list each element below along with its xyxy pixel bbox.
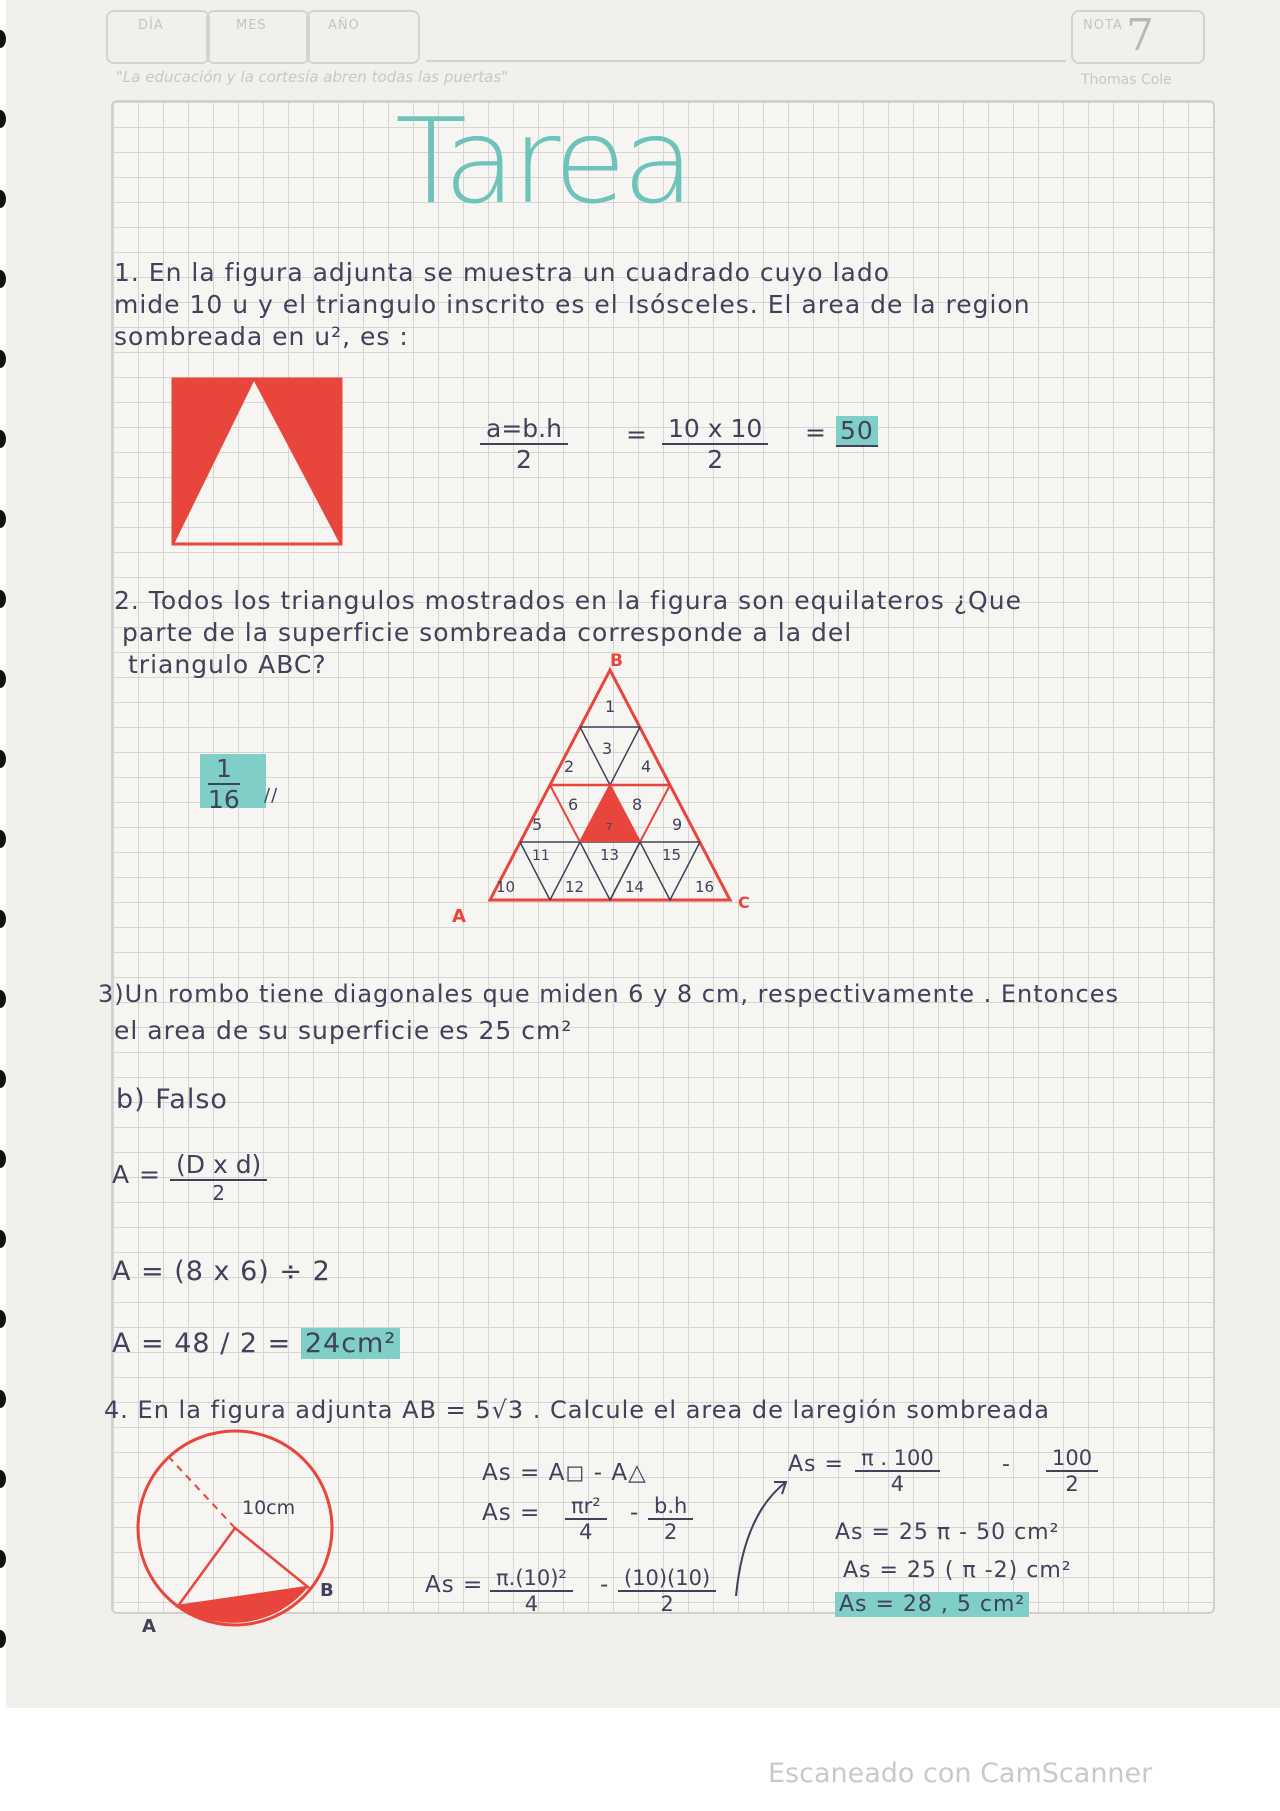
motto: "La educación y la cortesía abren todas las puertas" bbox=[116, 68, 509, 86]
problem3-answer: b) Falso bbox=[116, 1084, 228, 1115]
cell-number-16: 16 bbox=[695, 878, 715, 896]
page-title: Tarea bbox=[395, 92, 691, 230]
month-label: MES bbox=[236, 18, 267, 33]
problem3-line2: el area de su superficie es 25 cm² bbox=[114, 1016, 573, 1045]
problem3-step1-frac: (D x d) 2 bbox=[170, 1150, 267, 1205]
problem1-line2: mide 10 u y el triangulo inscrito es el Isósceles. El area de la region bbox=[114, 290, 1031, 319]
problem3-step3: A = 48 / 2 = 24cm² bbox=[112, 1328, 400, 1359]
month-box bbox=[206, 10, 310, 64]
problem1-equals-1: = bbox=[626, 420, 648, 449]
problem2-line3: triangulo ABC? bbox=[128, 650, 327, 679]
problem2-answer: $\frac{1}{16}$ bbox=[200, 754, 266, 808]
cell-number-2: 2 bbox=[564, 757, 575, 776]
problem1-line3: sombreada en u², es : bbox=[114, 322, 409, 351]
problem1-formula-mid: $\frac{10 x 10}{2}$ bbox=[662, 414, 768, 474]
cell-number-5: 5 bbox=[532, 815, 543, 834]
problem4-step4-lhs: As = bbox=[788, 1452, 844, 1477]
problem4-circle-figure bbox=[120, 1420, 360, 1640]
problem4-step6: As = 25 ( π -2) cm² bbox=[843, 1558, 1072, 1583]
cell-number-6: 6 bbox=[568, 795, 579, 814]
cell-number-12: 12 bbox=[565, 878, 585, 896]
problem1-formula-lhs: $\frac{a=b.h}{2}$ bbox=[480, 414, 568, 474]
problem3-step1-lhs: A = bbox=[112, 1160, 161, 1189]
problem3-step2: A = (8 x 6) ÷ 2 bbox=[112, 1256, 331, 1287]
problem4-step4-frac1: $\frac{\pi . 100}{4}$ bbox=[855, 1446, 940, 1496]
problem2-line2: parte de la superficie sombreada corresponde a la del bbox=[122, 618, 853, 647]
grade-label: NOTA bbox=[1083, 18, 1123, 33]
problem4-step7: As = 28 , 5 cm² bbox=[835, 1592, 1029, 1617]
vertex-b: B bbox=[610, 651, 623, 671]
grade-value: 7 bbox=[1126, 10, 1154, 61]
problem4-step3-minus: - bbox=[600, 1572, 610, 1598]
cell-number-13: 13 bbox=[600, 846, 620, 864]
day-box bbox=[106, 10, 210, 64]
year-label: AÑO bbox=[328, 18, 360, 33]
problem1-equals-2: = bbox=[805, 418, 827, 447]
cell-number-15: 15 bbox=[662, 846, 682, 864]
problem4-step2-frac2: $\frac{b.h}{2}$ bbox=[648, 1494, 693, 1544]
problem4-step5: As = 25 π - 50 cm² bbox=[835, 1520, 1060, 1545]
cell-number-1: 1 bbox=[605, 697, 616, 716]
problem4-step2-minus: - bbox=[630, 1500, 640, 1526]
point-b-label: B bbox=[320, 1580, 334, 1601]
vertex-a: A bbox=[452, 906, 466, 927]
cell-number-9: 9 bbox=[672, 815, 683, 834]
spiral-binding bbox=[0, 0, 14, 1811]
scanner-watermark: Escaneado con CamScanner bbox=[768, 1758, 1153, 1789]
problem3-line1: 3)Un rombo tiene diagonales que miden 6 y 8 cm, respectivamente . Entonces bbox=[98, 980, 1119, 1008]
problem2-triangle-figure bbox=[440, 650, 770, 930]
cell-number-4: 4 bbox=[641, 757, 652, 776]
problem4-step4-minus: - bbox=[1002, 1452, 1011, 1477]
problem4-step1: As = A◻ - A△ bbox=[482, 1460, 647, 1486]
cell-number-11: 11 bbox=[532, 848, 550, 864]
problem4-step3-frac2: $\frac{(10)(10)}{2}$ bbox=[618, 1566, 716, 1616]
problem4-step3-frac1: $\frac{\text{π.(10)²}}{4}$ bbox=[490, 1566, 573, 1616]
problem2-line1: 2. Todos los triangulos mostrados en la figura son equilateros ¿Que bbox=[114, 586, 1022, 615]
year-box bbox=[306, 10, 420, 64]
problem1-line1: 1. En la figura adjunta se muestra un cuadrado cuyo lado bbox=[114, 258, 890, 287]
brand: Thomas Cole bbox=[1081, 72, 1172, 88]
day-label: DÍA bbox=[138, 18, 164, 33]
problem4-step2-frac1: $\frac{\text{πr²}}{4}$ bbox=[565, 1494, 607, 1544]
problem1-answer: 50 bbox=[836, 416, 878, 445]
problem1-square-figure bbox=[170, 376, 346, 548]
problem4-step2-lhs: As = bbox=[482, 1500, 541, 1526]
name-line bbox=[426, 10, 1066, 62]
problem4-line1: 4. En la figura adjunta AB = 5√3 . Calcule el area de laregión sombreada bbox=[104, 1396, 1050, 1424]
point-a-label: A bbox=[142, 1616, 156, 1637]
radius-label: 10cm bbox=[242, 1497, 296, 1519]
problem4-arrow bbox=[726, 1474, 796, 1604]
vertex-c: C bbox=[738, 893, 750, 912]
problem4-step3-lhs: As = bbox=[425, 1572, 484, 1598]
cell-number-3: 3 bbox=[602, 739, 613, 758]
cell-number-7: 7 bbox=[606, 822, 613, 833]
cell-number-8: 8 bbox=[632, 795, 643, 814]
problem3-result: 24cm² bbox=[301, 1328, 400, 1359]
cell-number-10: 10 bbox=[496, 878, 516, 896]
cell-number-14: 14 bbox=[625, 878, 645, 896]
problem2-answer-mark: // bbox=[264, 785, 279, 806]
problem4-step4-frac2: $\frac{100}{2}$ bbox=[1046, 1446, 1098, 1496]
